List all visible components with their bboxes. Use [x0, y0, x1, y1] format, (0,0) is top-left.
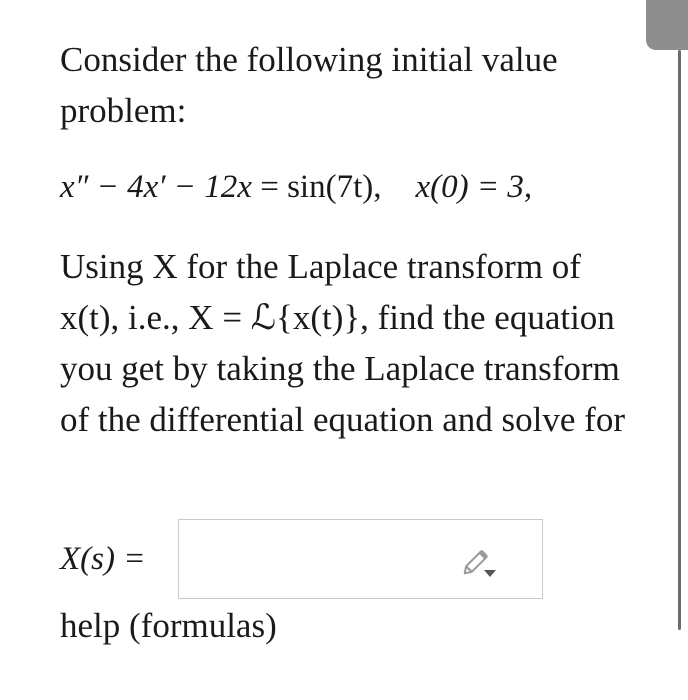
pencil-dropdown-icon[interactable]	[460, 542, 500, 582]
equation-equals: =	[251, 169, 288, 205]
answer-input[interactable]	[178, 519, 543, 599]
equation-lhs: x″ − 4x′ − 12x	[60, 169, 252, 205]
initial-condition: x(0) = 3,	[415, 169, 533, 205]
equation-rhs: sin(7t),	[287, 169, 382, 205]
answer-label: X(s) =	[60, 541, 146, 577]
problem-intro: Consider the following initial value problem:	[60, 40, 558, 130]
help-formulas-link[interactable]: help (formulas)	[60, 606, 277, 645]
differential-equation	[60, 164, 532, 210]
scrollbar-track[interactable]	[674, 0, 688, 700]
problem-instructions: Using X for the Laplace transform of x(t), i.e., X = ℒ{x(t)}, find the equation you get by taking the Laplace transform of the differential equation and solve for	[60, 247, 625, 439]
scrollbar-thumb[interactable]	[646, 0, 688, 50]
scrollbar-line	[678, 50, 681, 630]
